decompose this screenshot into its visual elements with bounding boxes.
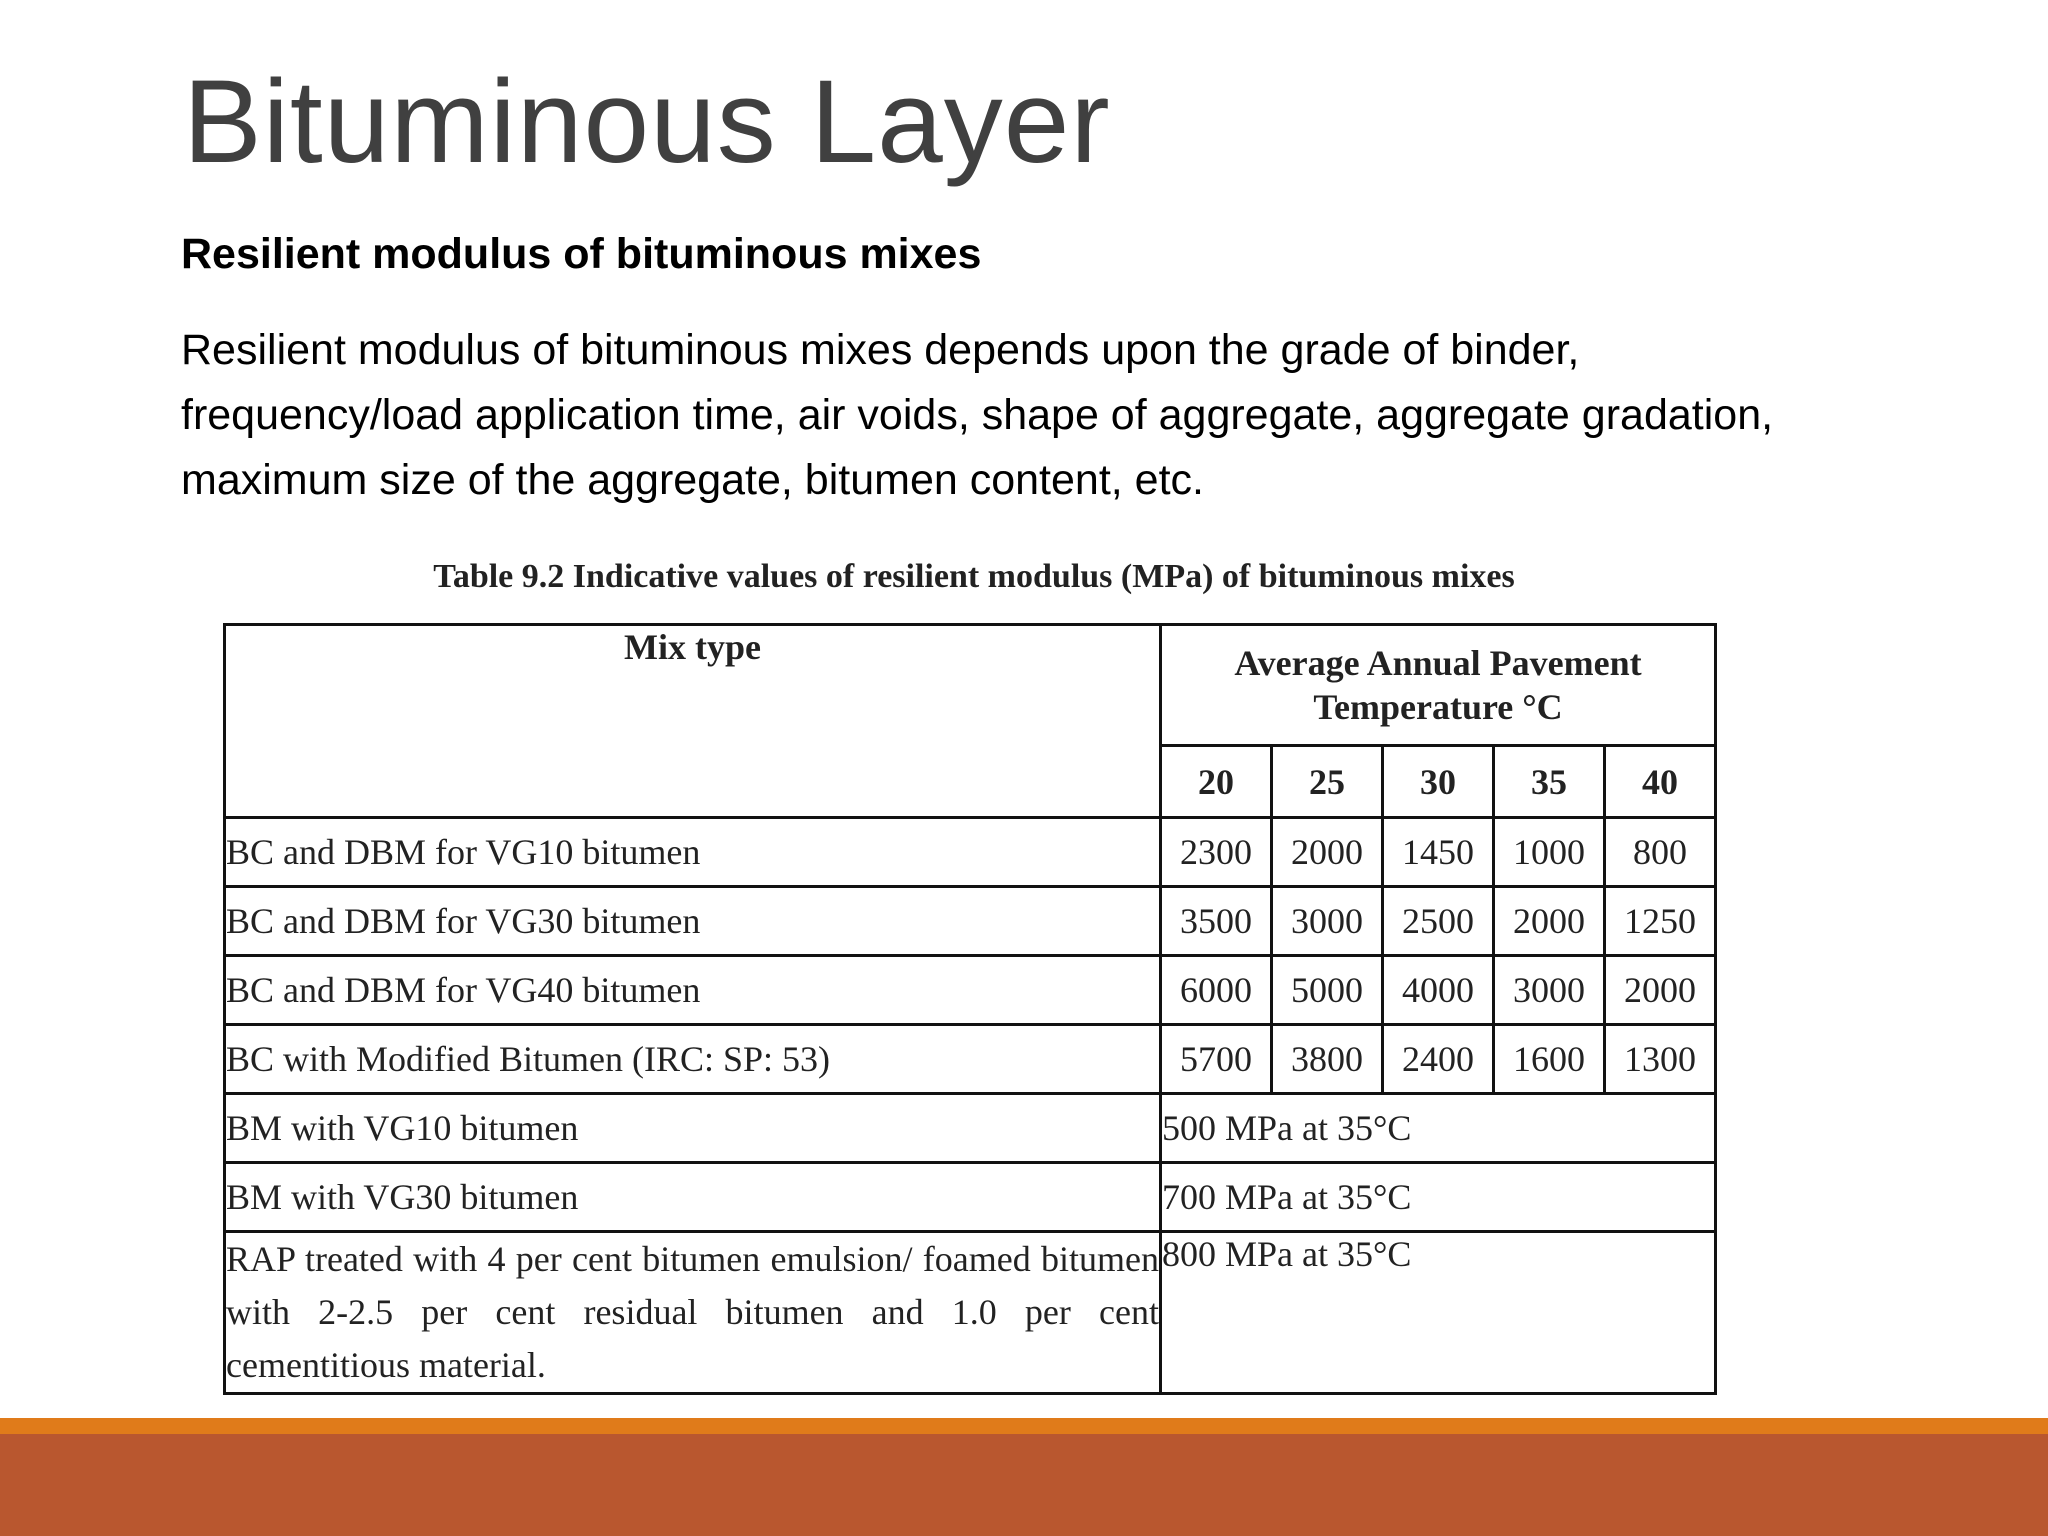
table-row [225,887,1716,956]
table-row [225,1232,1716,1394]
footer-bar [0,1434,2048,1536]
body-paragraph: Resilient modulus of bituminous mixes depends upon the grade of binder, frequency/load application time, air voids, shape of aggregate, aggregate gradation, maximum size of the aggregate, bitumen content, etc. [181,326,1774,504]
table-row [225,1163,1716,1232]
value-cell: 3500 [1161,887,1272,956]
footer-accent-bar [0,1418,2048,1434]
modulus-note-cell: 700 MPa at 35°C [1161,1163,1716,1232]
table-row [225,1025,1716,1094]
temp-30: 30 [1383,746,1494,818]
mix-type-cell: BM with VG30 bitumen [225,1163,1161,1232]
modulus-note-cell: 500 MPa at 35°C [1161,1094,1716,1163]
table-row [225,956,1716,1025]
value-cell: 4000 [1383,956,1494,1025]
value-cell: 2500 [1383,887,1494,956]
value-cell: 1250 [1605,887,1716,956]
mix-type-cell: BC and DBM for VG30 bitumen [225,887,1161,956]
mix-type-cell: BM with VG10 bitumen [225,1094,1161,1163]
value-cell: 5700 [1161,1025,1272,1094]
header-mix-type: Mix type [225,625,1161,818]
value-cell: 1600 [1494,1025,1605,1094]
value-cell: 1450 [1383,818,1494,887]
mix-type-cell: RAP treated with 4 per cent bitumen emulsion/ foamed bitumen with 2-2.5 per cent residual bitumen and 1.0 per cent cementitious material. [225,1232,1161,1394]
mix-type-cell: BC and DBM for VG10 bitumen [225,818,1161,887]
slide-title: Bituminous Layer [183,56,1111,188]
value-cell: 3000 [1494,956,1605,1025]
mix-type-cell: BC with Modified Bitumen (IRC: SP: 53) [225,1025,1161,1094]
value-cell: 2000 [1605,956,1716,1025]
table-caption: Table 9.2 Indicative values of resilient modulus (MPa) of bituminous mixes [433,558,1515,595]
value-cell: 3800 [1272,1025,1383,1094]
header-temperature [1161,625,1716,746]
header-temperature-line2: Temperature °C [1313,687,1563,727]
value-cell: 800 [1605,818,1716,887]
value-cell: 2000 [1272,818,1383,887]
mix-type-cell: BC and DBM for VG40 bitumen [225,956,1161,1025]
temp-20: 20 [1161,746,1272,818]
modulus-note-cell: 800 MPa at 35°C [1161,1232,1716,1394]
section-subheading: Resilient modulus of bituminous mixes [181,230,982,278]
header-temperature-line1: Average Annual Pavement [1234,643,1642,683]
value-cell: 1000 [1494,818,1605,887]
temp-40: 40 [1605,746,1716,818]
value-cell: 2000 [1494,887,1605,956]
value-cell: 5000 [1272,956,1383,1025]
value-cell: 2300 [1161,818,1272,887]
value-cell: 6000 [1161,956,1272,1025]
value-cell: 1300 [1605,1025,1716,1094]
table-header-row [225,625,1716,746]
table-row [225,1094,1716,1163]
table-row [225,818,1716,887]
value-cell: 3000 [1272,887,1383,956]
temp-35: 35 [1494,746,1605,818]
resilient-modulus-table [223,623,1717,1395]
value-cell: 2400 [1383,1025,1494,1094]
temp-25: 25 [1272,746,1383,818]
